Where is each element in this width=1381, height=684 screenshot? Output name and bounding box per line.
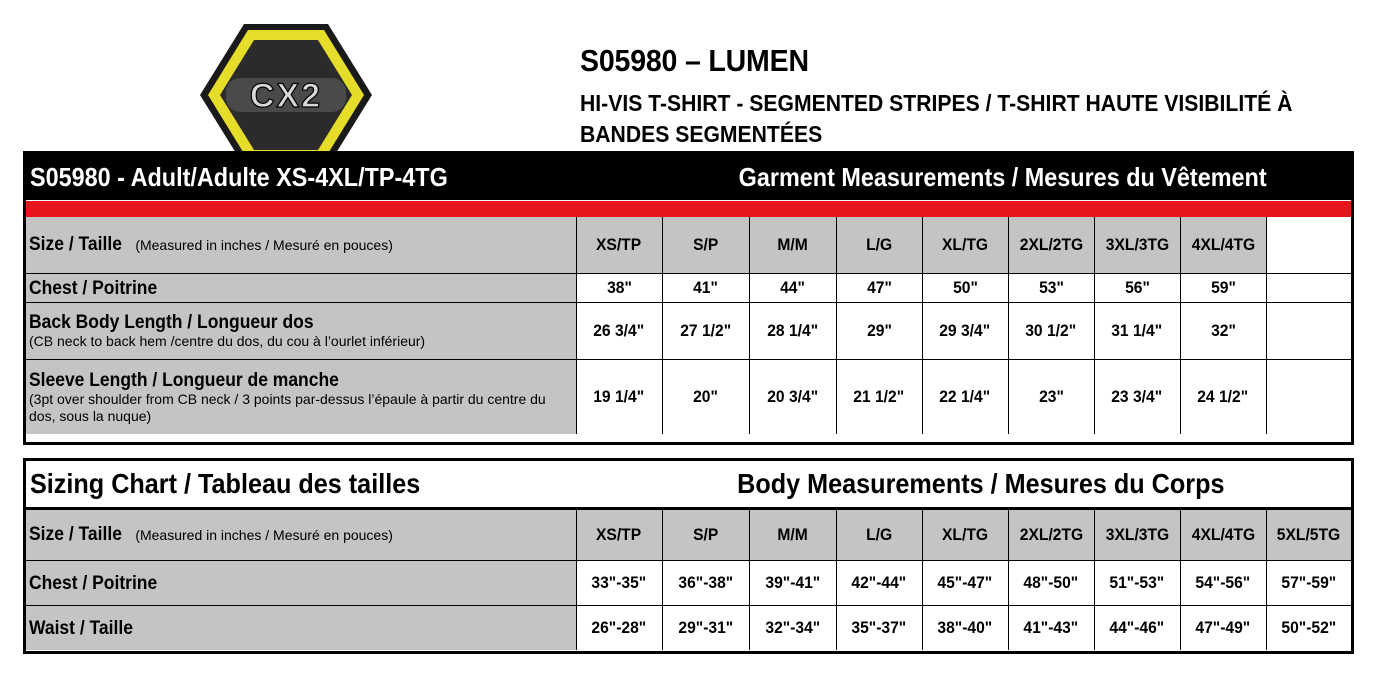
size-column-header [836, 510, 922, 561]
measurement-value: 32" [1210, 321, 1236, 340]
size-column-header [662, 217, 749, 274]
measurement-cell [836, 303, 922, 360]
size-name: 4XL/4TG [1191, 525, 1255, 544]
measurement-cell [1180, 274, 1266, 303]
measurement-cell [749, 360, 836, 435]
body-chart-subtitle: Body Measurements / Mesures du Corps [736, 468, 1224, 499]
garment-measurements-chart [23, 151, 1354, 445]
cx2-logo-icon [196, 20, 376, 170]
size-column-header [576, 217, 662, 274]
size-name: 4XL/4TG [1191, 235, 1255, 254]
measurement-cell [662, 606, 749, 651]
body-chart-title-bar [26, 461, 1351, 510]
measurement-cell [1180, 360, 1266, 435]
measurement-cell [576, 360, 662, 435]
measurement-cell [836, 274, 922, 303]
size-name: L/G [865, 235, 893, 254]
measurement-cell [1008, 274, 1094, 303]
size-column-header [922, 217, 1008, 274]
measurement-value: 26 3/4" [593, 321, 645, 340]
size-name: 3XL/3TG [1105, 525, 1169, 544]
measurement-cell [1266, 360, 1351, 435]
size-name: 5XL/5TG [1277, 525, 1341, 544]
size-name: XS/TP [596, 235, 642, 254]
measurement-value: 19 1/4" [593, 387, 645, 406]
measurement-cell [1008, 360, 1094, 435]
measurement-value: 31 1/4" [1111, 321, 1163, 340]
measurement-value: 44"-46" [1109, 618, 1165, 637]
measurement-cell [922, 303, 1008, 360]
size-note: (Measured in inches / Mesuré en pouces) [135, 237, 393, 253]
size-name: M/M [777, 235, 808, 254]
measurement-cell [922, 274, 1008, 303]
row-label: Chest / Poitrine [29, 277, 158, 299]
measurement-cell [662, 274, 749, 303]
measurement-cell [576, 561, 662, 606]
measurement-cell [1008, 303, 1094, 360]
measurement-cell [1180, 561, 1266, 606]
size-name: S/P [692, 525, 719, 544]
size-column-header [1094, 510, 1180, 561]
measurement-value: 56" [1124, 278, 1150, 297]
measurement-value: 23 3/4" [1111, 387, 1163, 406]
measurement-cell [836, 561, 922, 606]
measurement-cell [1094, 303, 1180, 360]
measurement-cell [1008, 606, 1094, 651]
measurement-cell [836, 606, 922, 651]
row-label: Back Body Length / Longueur dos [29, 312, 314, 333]
measurement-value: 36"-38" [678, 573, 733, 592]
measurement-value: 42"-44" [851, 573, 907, 592]
size-column-header [1008, 217, 1094, 274]
size-name: XS/TP [596, 525, 642, 544]
measurement-value: 38"-40" [937, 618, 993, 637]
measurement-value: 21 1/2" [853, 387, 905, 406]
row-label-cell [26, 606, 576, 651]
body-measurements-table [26, 510, 1351, 650]
table-row [26, 360, 1351, 435]
size-column-header [836, 217, 922, 274]
red-stripe-divider [26, 200, 1351, 217]
measurement-value: 29" [866, 321, 892, 340]
measurement-value: 29 3/4" [939, 321, 991, 340]
size-column-header [1266, 217, 1351, 274]
measurement-cell [922, 360, 1008, 435]
measurement-cell [1180, 303, 1266, 360]
measurement-cell [1266, 274, 1351, 303]
measurement-value: 26"-28" [591, 618, 647, 637]
size-column-header [1094, 217, 1180, 274]
size-name: 3XL/3TG [1105, 235, 1169, 254]
measurement-value: 41"-43" [1023, 618, 1079, 637]
size-note: (Measured in inches / Mesuré en pouces) [135, 527, 393, 543]
table-row [26, 606, 1351, 651]
size-column-header [1266, 510, 1351, 561]
measurement-value: 51"-53" [1109, 573, 1165, 592]
size-column-header [576, 510, 662, 561]
row-label-cell [26, 561, 576, 606]
product-code-title: S05980 – LUMEN [580, 43, 809, 78]
measurement-value: 48"-50" [1023, 573, 1079, 592]
measurement-cell [1180, 606, 1266, 651]
garment-chart-title: S05980 - Adult/Adulte XS-4XL/TP-4TG [30, 161, 448, 192]
measurement-value: 50"-52" [1281, 618, 1337, 637]
measurement-cell [662, 561, 749, 606]
size-header-row [26, 217, 1351, 274]
measurement-cell [662, 360, 749, 435]
measurement-value: 44" [780, 278, 805, 297]
measurement-cell [922, 561, 1008, 606]
measurement-value: 33"-35" [591, 573, 647, 592]
measurement-cell [662, 303, 749, 360]
measurement-value: 27 1/2" [680, 321, 731, 340]
measurement-cell [749, 274, 836, 303]
size-label: Size / Taille [29, 234, 122, 255]
row-label: Waist / Taille [29, 617, 133, 639]
measurement-value: 47"-49" [1195, 618, 1251, 637]
measurement-value: 20 3/4" [767, 387, 818, 406]
measurement-cell [836, 360, 922, 435]
measurement-value: 20" [693, 387, 718, 406]
measurement-value: 32"-34" [765, 618, 820, 637]
size-name: XL/TG [941, 525, 989, 544]
row-note: (3pt over shoulder from CB neck / 3 points par-dessus l’épaule à partir du centre du dos, sous la nuque) [29, 390, 546, 424]
measurement-cell [576, 303, 662, 360]
measurement-value: 53" [1038, 278, 1064, 297]
garment-chart-title-bar [26, 154, 1351, 200]
size-name: XL/TG [941, 235, 989, 254]
measurement-value: 50" [952, 278, 978, 297]
measurement-value: 39"-41" [765, 573, 820, 592]
size-column-header [662, 510, 749, 561]
measurement-cell [1266, 303, 1351, 360]
row-label: Sleeve Length / Longueur de manche [29, 369, 339, 391]
measurement-cell [576, 274, 662, 303]
brand-logo [196, 20, 376, 170]
measurement-value: 54"-56" [1195, 573, 1251, 592]
measurement-value: 41" [693, 278, 718, 297]
row-label-cell [26, 274, 576, 303]
measurement-cell [576, 606, 662, 651]
size-column-header [922, 510, 1008, 561]
measurement-cell [1008, 561, 1094, 606]
size-column-header [749, 217, 836, 274]
garment-measurements-table [26, 217, 1351, 434]
size-column-header [1008, 510, 1094, 561]
garment-chart-subtitle: Garment Measurements / Mesures du Vêtement [739, 161, 1267, 192]
measurement-cell [749, 561, 836, 606]
measurement-cell [1266, 561, 1351, 606]
measurement-value: 24 1/2" [1197, 387, 1249, 406]
measurement-cell [1094, 606, 1180, 651]
row-label: Chest / Poitrine [29, 572, 158, 594]
measurement-value: 57"-59" [1281, 573, 1337, 592]
body-measurements-chart [23, 458, 1354, 654]
measurement-value: 38" [606, 278, 632, 297]
size-header-label [26, 217, 576, 274]
measurement-cell [1094, 360, 1180, 435]
row-note: (CB neck to back hem /centre du dos, du cou à l’ourlet inférieur) [29, 333, 426, 349]
size-name: L/G [865, 525, 893, 544]
size-name: 2XL/2TG [1019, 235, 1083, 254]
body-chart-title: Sizing Chart / Tableau des tailles [30, 468, 421, 499]
table-row [26, 303, 1351, 360]
size-label: Size / Taille [29, 524, 122, 545]
measurement-cell [749, 303, 836, 360]
measurement-value: 59" [1210, 278, 1236, 297]
size-header-label [26, 510, 576, 561]
measurement-cell [1094, 561, 1180, 606]
measurement-value: 29"-31" [678, 618, 733, 637]
svg-text:CX2: CX2 [249, 77, 323, 115]
measurement-value: 22 1/4" [939, 387, 991, 406]
size-name: M/M [777, 525, 808, 544]
measurement-value: 45"-47" [937, 573, 993, 592]
size-column-header [749, 510, 836, 561]
measurement-value: 23" [1038, 387, 1064, 406]
measurement-value: 47" [866, 278, 892, 297]
size-column-header [1180, 510, 1266, 561]
measurement-cell [922, 606, 1008, 651]
size-name: S/P [692, 235, 719, 254]
measurement-cell [1094, 274, 1180, 303]
measurement-value: 28 1/4" [767, 321, 818, 340]
table-row [26, 561, 1351, 606]
measurement-cell [749, 606, 836, 651]
product-description: HI-VIS T-SHIRT - SEGMENTED STRIPES / T-SHIRT HAUTE VISIBILITÉ À BANDES SEGMENTÉES [580, 90, 1293, 147]
measurement-value: 35"-37" [851, 618, 907, 637]
row-label-cell [26, 360, 576, 435]
measurement-cell [1266, 606, 1351, 651]
size-header-row [26, 510, 1351, 561]
size-column-header [1180, 217, 1266, 274]
row-label-cell [26, 303, 576, 360]
measurement-value: 30 1/2" [1025, 321, 1077, 340]
table-row [26, 274, 1351, 303]
size-name: 2XL/2TG [1019, 525, 1083, 544]
